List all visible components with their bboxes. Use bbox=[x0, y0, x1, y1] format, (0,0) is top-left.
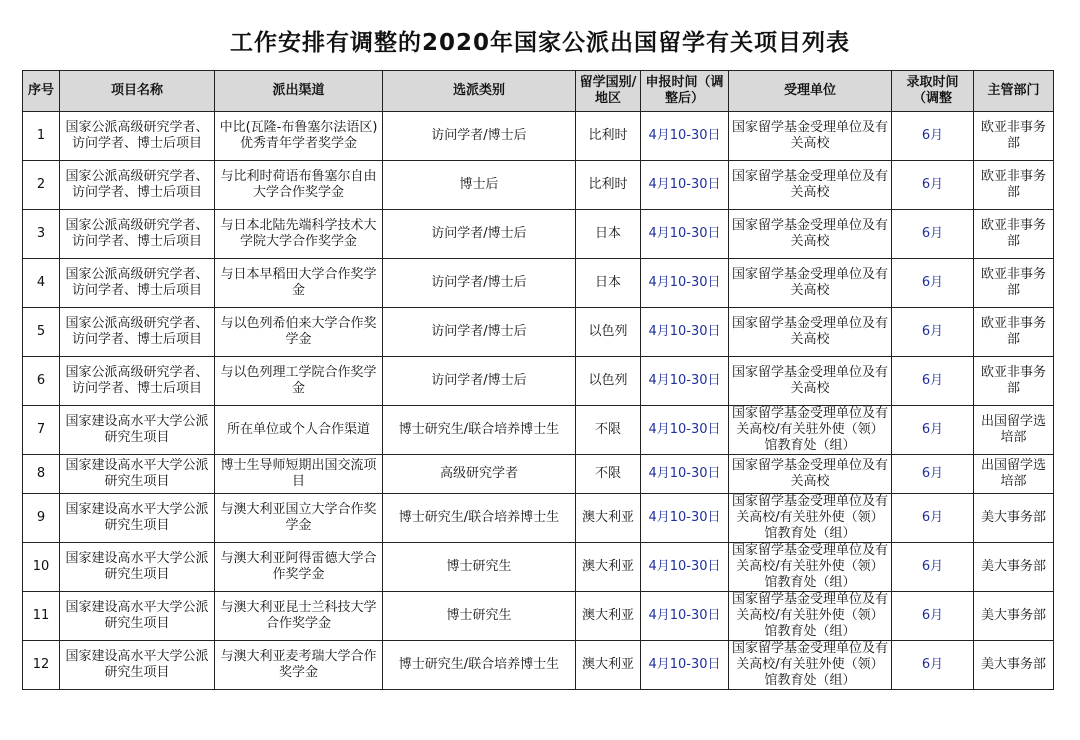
cell-unit-text: 国家留学基金受理单位及有关高校 bbox=[731, 169, 888, 200]
cell-name-text: 国家公派高级研究学者、访问学者、博士后项目 bbox=[65, 169, 209, 200]
cell-name-text: 国家建设高水平大学公派研究生项目 bbox=[65, 600, 209, 631]
cell-unit-text: 国家留学基金受理单位及有关高校/有关驻外使（领）馆教育处（组） bbox=[731, 406, 888, 453]
table-row bbox=[23, 161, 1054, 210]
cell-channel-text: 与以色列希伯来大学合作奖学金 bbox=[220, 316, 377, 347]
cell-category: 访问学者/博士后 bbox=[383, 308, 576, 357]
cell-channel bbox=[215, 357, 383, 406]
cell-apply-time: 4月10-30日 bbox=[641, 592, 729, 641]
header-apply-time: 申报时间（调整后） bbox=[641, 71, 729, 112]
cell-unit-text: 国家留学基金受理单位及有关高校 bbox=[731, 365, 888, 396]
cell-channel bbox=[215, 112, 383, 161]
cell-country: 以色列 bbox=[576, 308, 641, 357]
cell-name bbox=[60, 494, 215, 543]
cell-name-text: 国家公派高级研究学者、访问学者、博士后项目 bbox=[65, 120, 209, 151]
header-channel: 派出渠道 bbox=[215, 71, 383, 112]
cell-admit-time: 6月 bbox=[892, 455, 974, 494]
cell-admit-time: 6月 bbox=[892, 357, 974, 406]
cell-channel-text: 与以色列理工学院合作奖学金 bbox=[220, 365, 377, 396]
cell-unit bbox=[729, 112, 892, 161]
cell-apply-time: 4月10-30日 bbox=[641, 494, 729, 543]
cell-unit-text: 国家留学基金受理单位及有关高校/有关驻外使（领）馆教育处（组） bbox=[731, 592, 888, 639]
cell-name-text: 国家建设高水平大学公派研究生项目 bbox=[65, 502, 209, 533]
cell-name bbox=[60, 641, 215, 690]
cell-category: 博士后 bbox=[383, 161, 576, 210]
cell-admit-time: 6月 bbox=[892, 543, 974, 592]
cell-admit-time: 6月 bbox=[892, 308, 974, 357]
cell-channel-text: 与比利时荷语布鲁塞尔自由大学合作奖学金 bbox=[220, 169, 377, 200]
table-row bbox=[23, 543, 1054, 592]
table-row bbox=[23, 641, 1054, 690]
cell-unit-text: 国家留学基金受理单位及有关高校 bbox=[731, 218, 888, 249]
cell-no: 12 bbox=[23, 641, 60, 690]
cell-apply-time: 4月10-30日 bbox=[641, 259, 729, 308]
cell-category: 博士研究生 bbox=[383, 543, 576, 592]
cell-name-text: 国家公派高级研究学者、访问学者、博士后项目 bbox=[65, 316, 209, 347]
cell-unit bbox=[729, 357, 892, 406]
cell-dept: 美大事务部 bbox=[974, 494, 1054, 543]
cell-unit-text: 国家留学基金受理单位及有关高校 bbox=[731, 120, 888, 151]
cell-apply-time: 4月10-30日 bbox=[641, 112, 729, 161]
cell-category: 高级研究学者 bbox=[383, 455, 576, 494]
cell-name bbox=[60, 112, 215, 161]
cell-unit-text: 国家留学基金受理单位及有关高校 bbox=[731, 316, 888, 347]
cell-no: 4 bbox=[23, 259, 60, 308]
cell-dept: 美大事务部 bbox=[974, 543, 1054, 592]
table-row bbox=[23, 210, 1054, 259]
cell-country: 比利时 bbox=[576, 161, 641, 210]
table-row bbox=[23, 406, 1054, 455]
cell-admit-time: 6月 bbox=[892, 406, 974, 455]
cell-country: 以色列 bbox=[576, 357, 641, 406]
cell-category: 博士研究生 bbox=[383, 592, 576, 641]
cell-dept: 欧亚非事务部 bbox=[974, 259, 1054, 308]
cell-admit-time: 6月 bbox=[892, 259, 974, 308]
table-row bbox=[23, 592, 1054, 641]
cell-dept: 美大事务部 bbox=[974, 592, 1054, 641]
cell-no: 10 bbox=[23, 543, 60, 592]
cell-category: 访问学者/博士后 bbox=[383, 259, 576, 308]
cell-country: 澳大利亚 bbox=[576, 494, 641, 543]
cell-dept: 美大事务部 bbox=[974, 641, 1054, 690]
table-row bbox=[23, 494, 1054, 543]
header-name: 项目名称 bbox=[60, 71, 215, 112]
table-body bbox=[23, 112, 1054, 690]
cell-admit-time: 6月 bbox=[892, 161, 974, 210]
cell-unit bbox=[729, 543, 892, 592]
cell-dept: 欧亚非事务部 bbox=[974, 210, 1054, 259]
cell-channel-text: 与澳大利亚麦考瑞大学合作奖学金 bbox=[220, 649, 377, 680]
table-row bbox=[23, 112, 1054, 161]
cell-unit-text: 国家留学基金受理单位及有关高校/有关驻外使（领）馆教育处（组） bbox=[731, 641, 888, 688]
cell-unit-text: 国家留学基金受理单位及有关高校/有关驻外使（领）馆教育处（组） bbox=[731, 543, 888, 590]
cell-admit-time: 6月 bbox=[892, 210, 974, 259]
cell-unit-text: 国家留学基金受理单位及有关高校/有关驻外使（领）馆教育处（组） bbox=[731, 494, 888, 541]
cell-name bbox=[60, 357, 215, 406]
cell-no: 5 bbox=[23, 308, 60, 357]
cell-apply-time: 4月10-30日 bbox=[641, 641, 729, 690]
cell-unit bbox=[729, 210, 892, 259]
header-category: 选派类别 bbox=[383, 71, 576, 112]
cell-category: 博士研究生/联合培养博士生 bbox=[383, 494, 576, 543]
cell-channel bbox=[215, 259, 383, 308]
cell-channel bbox=[215, 161, 383, 210]
cell-dept: 欧亚非事务部 bbox=[974, 357, 1054, 406]
cell-apply-time: 4月10-30日 bbox=[641, 406, 729, 455]
cell-unit bbox=[729, 455, 892, 494]
page-title: 工作安排有调整的2020年国家公派出国留学有关项目列表 bbox=[229, 30, 850, 56]
cell-country: 不限 bbox=[576, 455, 641, 494]
cell-country: 澳大利亚 bbox=[576, 592, 641, 641]
cell-name bbox=[60, 259, 215, 308]
cell-category: 博士研究生/联合培养博士生 bbox=[383, 406, 576, 455]
cell-apply-time: 4月10-30日 bbox=[641, 210, 729, 259]
cell-apply-time: 4月10-30日 bbox=[641, 455, 729, 494]
cell-no: 6 bbox=[23, 357, 60, 406]
cell-name-text: 国家公派高级研究学者、访问学者、博士后项目 bbox=[65, 218, 209, 249]
cell-admit-time: 6月 bbox=[892, 592, 974, 641]
cell-category: 访问学者/博士后 bbox=[383, 357, 576, 406]
cell-name bbox=[60, 161, 215, 210]
cell-no: 9 bbox=[23, 494, 60, 543]
cell-country: 日本 bbox=[576, 259, 641, 308]
cell-admit-time: 6月 bbox=[892, 641, 974, 690]
cell-name bbox=[60, 308, 215, 357]
cell-unit-text: 国家留学基金受理单位及有关高校 bbox=[731, 267, 888, 298]
cell-country: 比利时 bbox=[576, 112, 641, 161]
cell-channel-text: 博士生导师短期出国交流项目 bbox=[220, 458, 377, 489]
cell-no: 3 bbox=[23, 210, 60, 259]
table-row bbox=[23, 455, 1054, 494]
table-row bbox=[23, 357, 1054, 406]
cell-no: 7 bbox=[23, 406, 60, 455]
table-row bbox=[23, 308, 1054, 357]
cell-admit-time: 6月 bbox=[892, 494, 974, 543]
cell-country: 不限 bbox=[576, 406, 641, 455]
cell-apply-time: 4月10-30日 bbox=[641, 543, 729, 592]
cell-channel bbox=[215, 406, 383, 455]
cell-dept: 出国留学选培部 bbox=[974, 455, 1054, 494]
cell-channel bbox=[215, 592, 383, 641]
cell-dept: 出国留学选培部 bbox=[974, 406, 1054, 455]
cell-channel-text: 与日本北陆先端科学技术大学院大学合作奖学金 bbox=[220, 218, 377, 249]
cell-category: 访问学者/博士后 bbox=[383, 112, 576, 161]
cell-name bbox=[60, 210, 215, 259]
cell-name bbox=[60, 406, 215, 455]
cell-name-text: 国家公派高级研究学者、访问学者、博士后项目 bbox=[65, 365, 209, 396]
cell-category: 访问学者/博士后 bbox=[383, 210, 576, 259]
cell-unit bbox=[729, 308, 892, 357]
cell-unit-text: 国家留学基金受理单位及有关高校 bbox=[731, 458, 888, 489]
cell-country: 澳大利亚 bbox=[576, 641, 641, 690]
cell-channel bbox=[215, 641, 383, 690]
cell-country: 澳大利亚 bbox=[576, 543, 641, 592]
table-row bbox=[23, 259, 1054, 308]
cell-dept: 欧亚非事务部 bbox=[974, 112, 1054, 161]
cell-name bbox=[60, 592, 215, 641]
cell-apply-time: 4月10-30日 bbox=[641, 308, 729, 357]
cell-category: 博士研究生/联合培养博士生 bbox=[383, 641, 576, 690]
cell-unit bbox=[729, 592, 892, 641]
cell-name-text: 国家公派高级研究学者、访问学者、博士后项目 bbox=[65, 267, 209, 298]
cell-no: 8 bbox=[23, 455, 60, 494]
cell-channel bbox=[215, 308, 383, 357]
cell-channel bbox=[215, 543, 383, 592]
cell-name bbox=[60, 455, 215, 494]
table-header-row bbox=[23, 71, 1054, 112]
header-no: 序号 bbox=[23, 71, 60, 112]
cell-unit bbox=[729, 641, 892, 690]
header-dept: 主管部门 bbox=[974, 71, 1054, 112]
cell-name-text: 国家建设高水平大学公派研究生项目 bbox=[65, 649, 209, 680]
header-country: 留学国别/地区 bbox=[576, 71, 641, 112]
cell-unit bbox=[729, 406, 892, 455]
cell-name-text: 国家建设高水平大学公派研究生项目 bbox=[65, 414, 209, 445]
cell-channel bbox=[215, 494, 383, 543]
cell-no: 2 bbox=[23, 161, 60, 210]
cell-channel-text: 中比(瓦隆-布鲁塞尔法语区)优秀青年学者奖学金 bbox=[219, 120, 378, 151]
cell-channel-text: 与日本早稻田大学合作奖学金 bbox=[220, 267, 377, 298]
cell-dept: 欧亚非事务部 bbox=[974, 308, 1054, 357]
cell-unit bbox=[729, 161, 892, 210]
cell-unit bbox=[729, 259, 892, 308]
cell-channel-text: 与澳大利亚阿得雷德大学合作奖学金 bbox=[220, 551, 377, 582]
cell-channel bbox=[215, 210, 383, 259]
cell-unit bbox=[729, 494, 892, 543]
cell-channel bbox=[215, 455, 383, 494]
header-unit: 受理单位 bbox=[729, 71, 892, 112]
cell-name-text: 国家建设高水平大学公派研究生项目 bbox=[65, 458, 209, 489]
cell-country: 日本 bbox=[576, 210, 641, 259]
cell-name bbox=[60, 543, 215, 592]
cell-no: 1 bbox=[23, 112, 60, 161]
cell-channel-text: 与澳大利亚国立大学合作奖学金 bbox=[220, 502, 377, 533]
cell-apply-time: 4月10-30日 bbox=[641, 161, 729, 210]
header-admit-time: 录取时间（调整 bbox=[892, 71, 974, 112]
cell-apply-time: 4月10-30日 bbox=[641, 357, 729, 406]
cell-no: 11 bbox=[23, 592, 60, 641]
cell-channel-text: 与澳大利亚昆士兰科技大学合作奖学金 bbox=[220, 600, 377, 631]
cell-admit-time: 6月 bbox=[892, 112, 974, 161]
project-table bbox=[22, 70, 1054, 690]
cell-channel-text: 所在单位或个人合作渠道 bbox=[226, 422, 370, 437]
cell-dept: 欧亚非事务部 bbox=[974, 161, 1054, 210]
cell-name-text: 国家建设高水平大学公派研究生项目 bbox=[65, 551, 209, 582]
